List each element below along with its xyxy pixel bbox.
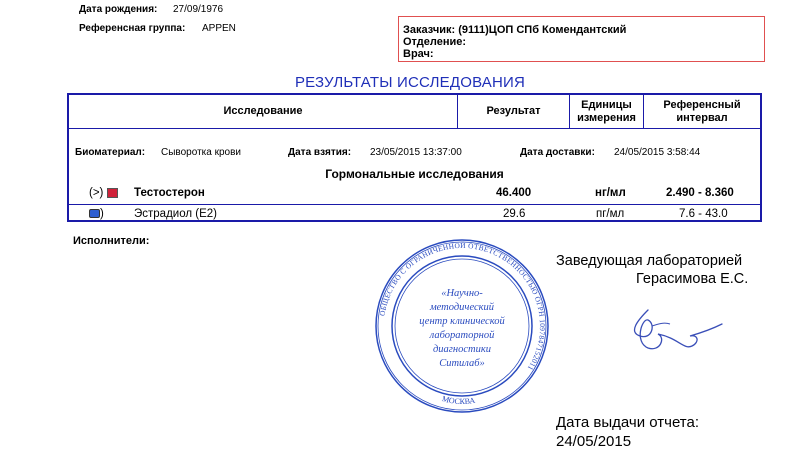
stamp-line-4: лабораторной — [429, 330, 495, 341]
stamp-outer-textpath: ОБЩЕСТВО С ОГРАНИЧЕННОЙ ОТВЕТСТВЕННОСТЬЮ ОГРН 1097847152011 — [377, 240, 548, 373]
stamp-bottom-textpath: МОСКВА — [441, 394, 476, 407]
results-table — [67, 93, 762, 222]
row-testosterone-result: 46.400 — [496, 187, 532, 199]
stamp-line-5: диагностики — [432, 344, 492, 355]
dob-label: Дата рождения: — [79, 4, 158, 15]
department-label: Отделение: — [403, 36, 467, 48]
stamp-line-3: центр клинической — [419, 316, 505, 327]
flag-normal-icon — [89, 209, 100, 218]
doctor-label: Врач: — [403, 48, 434, 60]
header-ref-line2: интервал — [676, 111, 728, 124]
biomaterial-value: Сыворотка крови — [161, 147, 241, 158]
stamp-line-6: Ситилаб» — [439, 358, 485, 369]
flag-high-text: (>) — [89, 187, 104, 199]
dob-value: 27/09/1976 — [173, 4, 224, 15]
flag-normal — [89, 208, 104, 220]
stamp-line-2: методический — [429, 302, 495, 313]
biomaterial-label: Биоматериал: — [75, 147, 146, 158]
row-testosterone-ref: 2.490 - 8.360 — [666, 187, 734, 199]
row-testosterone-units: нг/мл — [595, 187, 626, 199]
signature — [618, 302, 728, 362]
header-units — [570, 95, 644, 129]
customer-line — [403, 24, 764, 36]
customer-label: Заказчик: — [403, 24, 456, 36]
row-estradiol-result: 29.6 — [503, 208, 526, 220]
row-estradiol-ref: 7.6 - 43.0 — [679, 208, 728, 220]
row-separator — [69, 204, 760, 205]
delivery-value: 24/05/2015 3:58:44 — [614, 147, 701, 158]
flag-high — [89, 187, 118, 199]
stamp-line-1: «Научно- — [441, 288, 483, 299]
header-test: Исследование — [69, 95, 458, 129]
issue-date-value: 24/05/2015 — [556, 433, 632, 450]
section-title: Гормональные исследования — [325, 167, 504, 181]
header-ref-line1: Референсный — [663, 98, 741, 111]
row-estradiol-name: Эстрадиол (Е2) — [134, 208, 217, 220]
row-estradiol-units: пг/мл — [596, 208, 625, 220]
lab-stamp — [374, 238, 550, 414]
results-title: РЕЗУЛЬТАТЫ ИССЛЕДОВАНИЯ — [294, 74, 526, 91]
delivery-label: Дата доставки: — [520, 147, 595, 158]
taken-value: 23/05/2015 13:37:00 — [370, 147, 462, 158]
performers-label: Исполнители: — [73, 235, 150, 247]
head-name: Герасимова Е.С. — [636, 271, 749, 287]
flag-normal-text: ) — [100, 208, 104, 220]
header-units-line2: измерения — [577, 111, 636, 124]
header-units-line1: Единицы — [581, 98, 632, 111]
issue-date-label: Дата выдачи отчета: — [556, 414, 700, 431]
customer-box — [398, 16, 765, 62]
ref-group-value: APPEN — [202, 23, 236, 34]
ref-group-label: Референсная группа: — [79, 23, 186, 34]
customer-value: (9111)ЦОП СПб Комендантский — [458, 24, 627, 36]
header-result: Результат — [458, 95, 570, 129]
taken-label: Дата взятия: — [288, 147, 352, 158]
head-title: Заведующая лабораторией — [556, 253, 743, 269]
flag-high-icon — [107, 188, 118, 198]
row-testosterone-name: Тестостерон — [134, 187, 205, 199]
header-ref — [644, 95, 760, 129]
